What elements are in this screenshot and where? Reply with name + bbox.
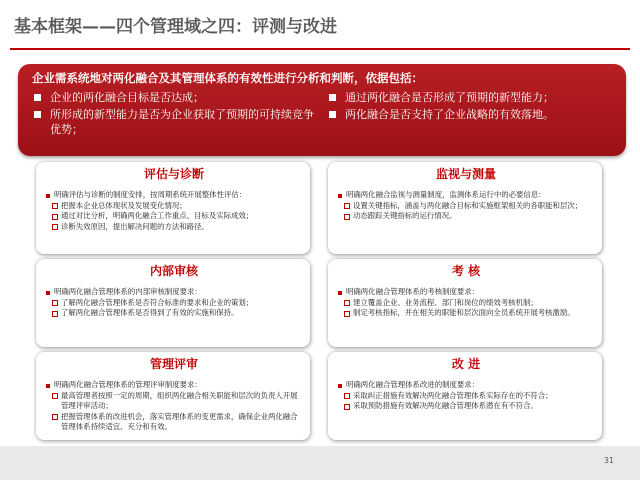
- banner-point-text: 所形成的新型能力是否为企业获取了预期的可持续竞争优势；: [50, 108, 314, 136]
- square-bullet-icon: [338, 384, 342, 388]
- banner-point: [32, 90, 317, 105]
- card-body: [338, 380, 594, 412]
- card-management-review: [36, 352, 310, 440]
- card-monitoring-measurement: [328, 162, 602, 254]
- card-lead: [338, 287, 594, 298]
- banner-point-text: 企业的两化融合目标是否达成；: [50, 91, 204, 104]
- card-item: [338, 401, 594, 412]
- square-bullet-icon: [338, 291, 342, 295]
- hollow-square-icon: [52, 224, 58, 230]
- card-item: [338, 298, 594, 309]
- hollow-square-icon: [344, 214, 350, 220]
- card-item-text: 诊断失效原因，提出解决问题的方法和路径。: [61, 221, 209, 231]
- square-bullet-icon: [46, 291, 50, 295]
- card-improvement: [328, 352, 602, 440]
- slide-title: 基本框架——四个管理域之四：评测与改进: [14, 17, 337, 37]
- hollow-square-icon: [344, 393, 350, 399]
- card-body: [46, 190, 302, 232]
- card-lead-text: 明确两化融合管理体系的考核制度要求：: [346, 287, 480, 296]
- card-item-text: 了解两化融合管理体系是否得到了有效的实施和保持。: [61, 308, 239, 318]
- banner-column-right: [327, 90, 612, 139]
- card-item-text: 把握本企业总体现状及发展变化情况；: [61, 200, 187, 210]
- banner-point-text: 两化融合是否支持了企业战略的有效落地。: [345, 108, 554, 121]
- criteria-banner: [18, 64, 626, 156]
- hollow-square-icon: [52, 393, 58, 399]
- card-body: [338, 190, 594, 222]
- card-title: 改 进: [451, 357, 481, 371]
- footer-bar: [0, 446, 640, 480]
- banner-heading: 企业需系统地对两化融合及其管理体系的有效性进行分析和判断，依据包括：: [32, 71, 423, 85]
- banner-point-text: 通过两化融合是否形成了预期的新型能力；: [345, 91, 554, 104]
- card-item: [46, 412, 302, 433]
- card-item: [46, 201, 302, 212]
- banner-column-left: [32, 90, 317, 139]
- card-lead-text: 明确评估与诊断的制度安排，按周期系统开展整体性评估：: [54, 190, 247, 199]
- card-item-text: 采取纠正措施有效解决两化融合管理体系实际存在的不符合；: [353, 390, 553, 400]
- card-internal-audit: [36, 259, 310, 347]
- hollow-square-icon: [52, 414, 58, 420]
- card-lead: [46, 287, 302, 298]
- card-title: 监视与测量: [435, 167, 496, 181]
- card-lead-text: 明确两化融合监视与测量制度，监测体系运行中的必要信息：: [346, 190, 546, 199]
- card-lead: [46, 380, 302, 391]
- card-item-text: 采取预防措施有效解决两化融合管理体系潜在有不符合。: [353, 401, 538, 411]
- card-lead: [46, 190, 302, 201]
- hollow-square-icon: [52, 214, 58, 220]
- card-lead: [338, 190, 594, 201]
- card-item: [338, 201, 594, 212]
- page-number: 31: [603, 456, 614, 465]
- banner-point: [32, 107, 317, 137]
- square-bullet-icon: [34, 111, 41, 118]
- card-item: [338, 211, 594, 222]
- hollow-square-icon: [344, 300, 350, 306]
- hollow-square-icon: [344, 203, 350, 209]
- square-bullet-icon: [46, 194, 50, 198]
- card-title: 管理评审: [149, 357, 198, 371]
- card-lead: [338, 380, 594, 391]
- card-item-text: 了解两化融合管理体系是否符合标准的要求和企业的策划；: [61, 297, 254, 307]
- card-item-text: 通过对比分析，明确两化融合工作重点、目标及实际成效；: [61, 211, 254, 221]
- title-divider: [10, 48, 630, 50]
- card-item: [338, 308, 594, 319]
- card-lead-text: 明确两化融合管理体系的内部审核制度要求：: [54, 287, 202, 296]
- hollow-square-icon: [52, 311, 58, 317]
- card-item-text: 制定考核指标，并在相关的职能和层次面向全员系统开展考核激励。: [353, 308, 575, 318]
- hollow-square-icon: [52, 203, 58, 209]
- card-item: [46, 298, 302, 309]
- card-item: [46, 211, 302, 222]
- card-item-text: 建立覆盖企业、业务流程、部门和岗位的绩效考核机制；: [353, 297, 538, 307]
- card-title: 考 核: [451, 264, 481, 278]
- banner-point: [327, 107, 612, 122]
- card-item-text: 把握管理体系的改进机会，落实管理体系的变更需求，确保企业两化融合管理体系持续适宜、充分和有效。: [61, 411, 298, 432]
- hollow-square-icon: [344, 404, 350, 410]
- square-bullet-icon: [329, 94, 336, 101]
- card-body: [338, 287, 594, 319]
- hollow-square-icon: [52, 300, 58, 306]
- card-lead-text: 明确两化融合管理体系改进的制度要求：: [346, 380, 480, 389]
- card-assessment: [328, 259, 602, 347]
- square-bullet-icon: [34, 94, 41, 101]
- card-title: 评估与诊断: [143, 167, 204, 181]
- card-body: [46, 287, 302, 319]
- card-item-text: 设置关键指标，涵盖与两化融合目标和实施框架相关的各职能和层次；: [353, 200, 583, 210]
- card-body: [46, 380, 302, 433]
- banner-point: [327, 90, 612, 105]
- card-lead-text: 明确两化融合管理体系的管理评审制度要求：: [54, 380, 202, 389]
- hollow-square-icon: [344, 311, 350, 317]
- card-item: [338, 391, 594, 402]
- card-title: 内部审核: [149, 264, 198, 278]
- card-item-text: 最高管理者按照一定的周期，组织两化融合相关职能和层次的负责人开展管理评审活动；: [61, 390, 298, 411]
- banner-columns: [32, 90, 612, 139]
- card-item: [46, 391, 302, 412]
- card-item: [46, 222, 302, 233]
- square-bullet-icon: [329, 111, 336, 118]
- card-item-text: 动态跟踪关键指标的运行情况。: [353, 211, 457, 221]
- square-bullet-icon: [46, 384, 50, 388]
- card-evaluation-diagnosis: [36, 162, 310, 254]
- square-bullet-icon: [338, 194, 342, 198]
- card-item: [46, 308, 302, 319]
